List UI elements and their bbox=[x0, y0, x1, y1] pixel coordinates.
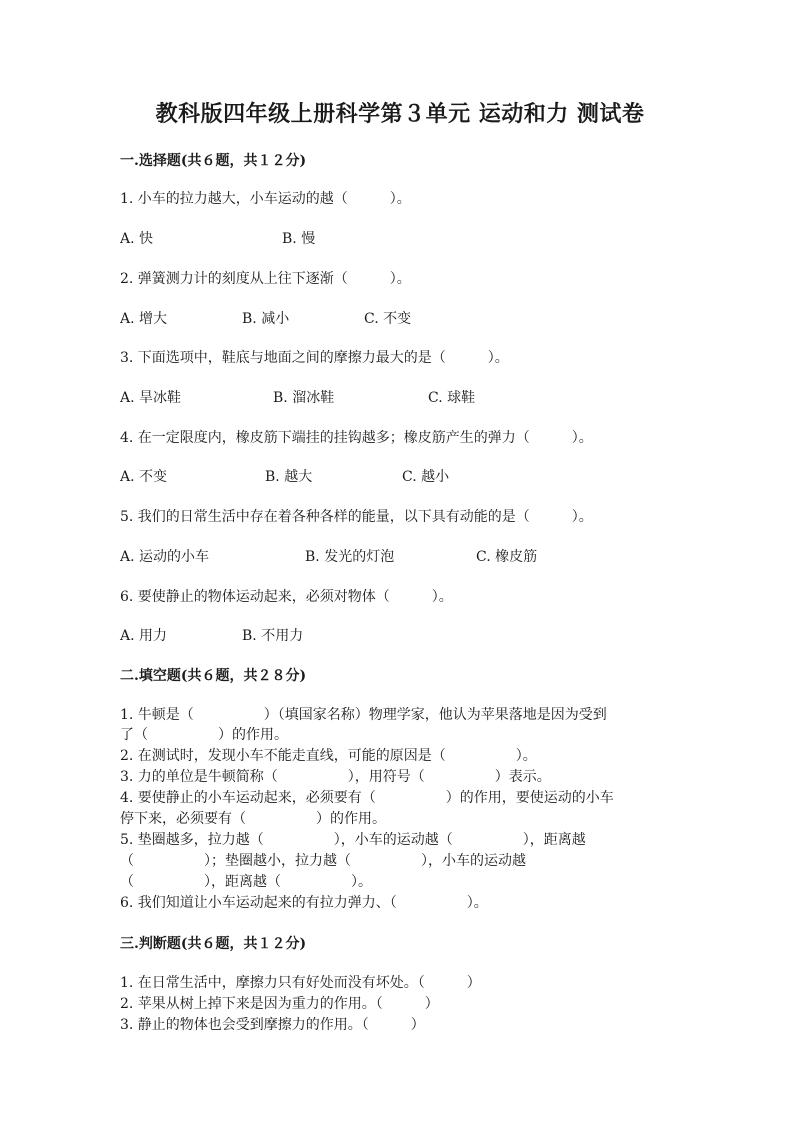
fill-line: 6. 我们知道让小车运动起来的有拉力弹力、（ ）。 bbox=[120, 895, 488, 911]
option-b: B. 溜冰鞋 bbox=[273, 390, 335, 406]
option-b: B. 不用力 bbox=[242, 628, 304, 644]
section-heading-choice: 一.选择题(共６题，共１２分) bbox=[120, 153, 307, 169]
option-a: A. 用力 bbox=[120, 628, 168, 644]
question-text: 3. 下面选项中，鞋底与地面之间的摩擦力最大的是（ ）。 bbox=[120, 350, 509, 366]
fill-line: 5. 垫圈越多，拉力越（ ），小车的运动越（ ），距离越 bbox=[120, 832, 586, 848]
fill-line: 停下来，必须要有（ ）的作用。 bbox=[120, 811, 386, 827]
question-text: 5. 我们的日常生活中存在着各种各样的能量，以下具有动能的是（ ）。 bbox=[120, 509, 593, 525]
option-b: B. 慢 bbox=[282, 231, 316, 247]
option-b: B. 越大 bbox=[265, 469, 313, 485]
option-a: A. 不变 bbox=[120, 469, 168, 485]
option-c: C. 球鞋 bbox=[428, 390, 476, 406]
question-text: 1. 小车的拉力越大，小车运动的越（ ）。 bbox=[120, 191, 411, 207]
option-a: A. 快 bbox=[120, 231, 154, 247]
fill-line: （ ），距离越（ ）。 bbox=[120, 874, 372, 890]
option-a: A. 增大 bbox=[120, 311, 168, 327]
fill-line: 4. 要使静止的小车运动起来，必须要有（ ）的作用，要使运动的小车 bbox=[120, 790, 614, 806]
page-title: 教科版四年级上册科学第３单元 运动和力 测试卷 bbox=[155, 101, 645, 127]
fill-line: 了（ ）的作用。 bbox=[120, 727, 288, 743]
option-a: A. 旱冰鞋 bbox=[120, 390, 182, 406]
option-b: B. 发光的灯泡 bbox=[305, 549, 395, 565]
option-c: C. 橡皮筋 bbox=[476, 549, 538, 565]
fill-line: 2. 在测试时，发现小车不能走直线，可能的原因是（ ）。 bbox=[120, 748, 537, 764]
section-heading-judge: 三.判断题(共６题，共１２分) bbox=[120, 936, 307, 952]
option-a: A. 运动的小车 bbox=[120, 549, 210, 565]
option-b: B. 减小 bbox=[242, 311, 290, 327]
question-text: 4. 在一定限度内，橡皮筋下端挂的挂钩越多；橡皮筋产生的弹力（ ）。 bbox=[120, 430, 593, 446]
fill-line: 1. 牛顿是（ ）（填国家名称）物理学家，他认为苹果落地是因为受到 bbox=[120, 707, 607, 723]
option-c: C. 不变 bbox=[364, 311, 412, 327]
question-text: 2. 弹簧测力计的刻度从上往下逐渐（ ）。 bbox=[120, 271, 411, 287]
judge-line: 1. 在日常生活中，摩擦力只有好处而没有坏处。（ ） bbox=[120, 975, 481, 991]
judge-line: 2. 苹果从树上掉下来是因为重力的作用。（ ） bbox=[120, 996, 439, 1012]
section-heading-fill: 二.填空题(共６题，共２８分) bbox=[120, 668, 307, 684]
option-c: C. 越小 bbox=[402, 469, 450, 485]
judge-line: 3. 静止的物体也会受到摩擦力的作用。（ ） bbox=[120, 1017, 425, 1033]
question-text: 6. 要使静止的物体运动起来，必须对物体（ ）。 bbox=[120, 589, 453, 605]
fill-line: 3. 力的单位是牛顿简称（ ），用符号（ ）表示。 bbox=[120, 769, 551, 785]
fill-line: （ ）；垫圈越小，拉力越（ ），小车的运动越 bbox=[120, 853, 526, 869]
